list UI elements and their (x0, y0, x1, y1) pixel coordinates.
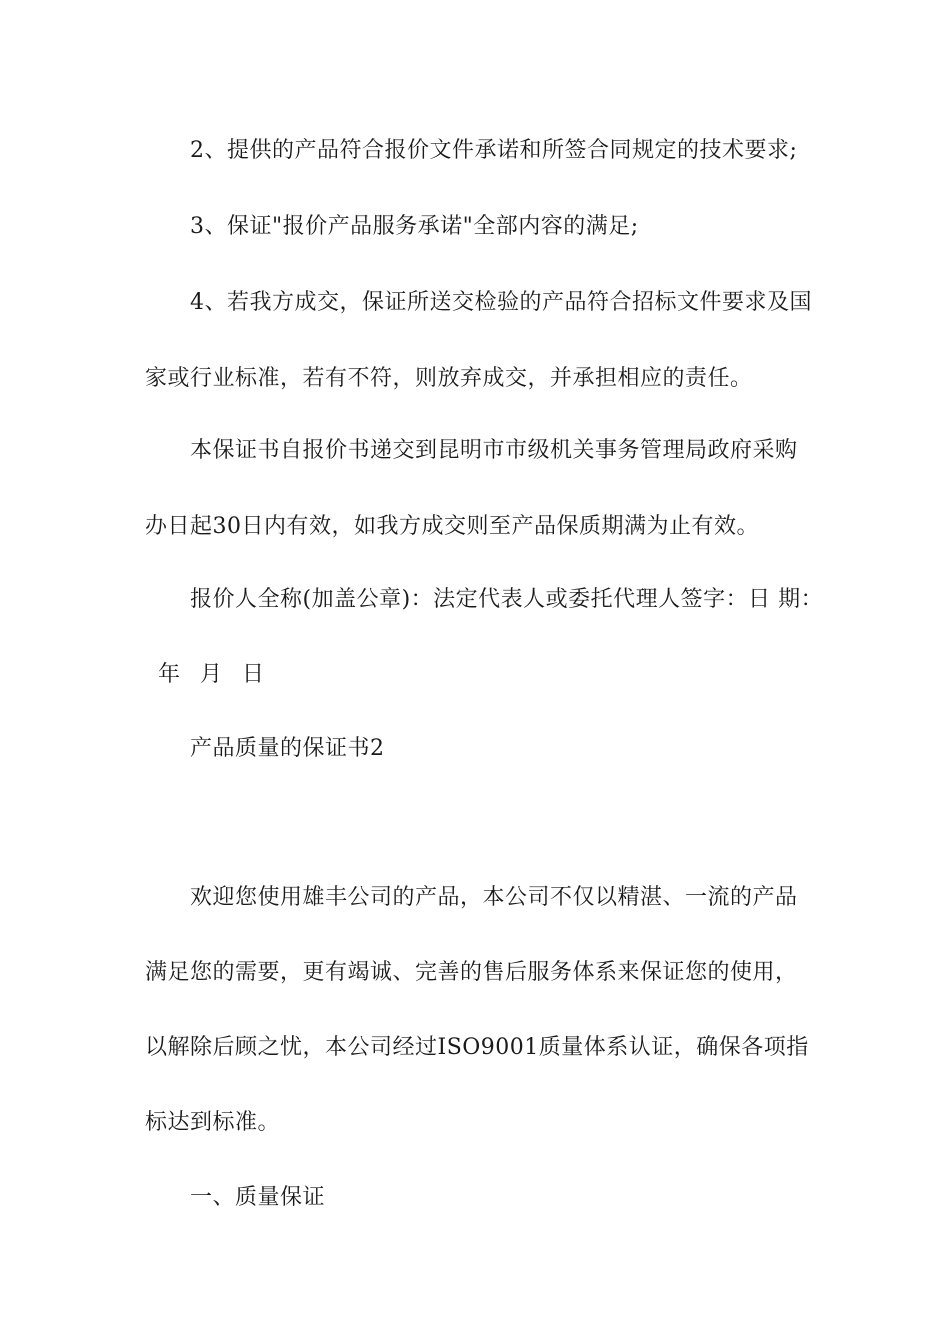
validity-line-1: 本保证书自报价书递交到昆明市市级机关事务管理局政府采购 (190, 438, 798, 463)
validity-line-2: 办日起30日内有效，如我方成交则至产品保质期满为止有效。 (145, 514, 759, 539)
clause-4-line-1: 4、若我方成交，保证所送交检验的产品符合招标文件要求及国 (190, 290, 812, 315)
clause-3: 3、保证"报价产品服务承诺"全部内容的满足; (190, 214, 639, 239)
clause-2: 2、提供的产品符合报价文件承诺和所签合同规定的技术要求; (190, 138, 798, 163)
intro-line-1: 欢迎您使用雄丰公司的产品，本公司不仅以精湛、一流的产品 (190, 885, 798, 910)
intro-line-4: 标达到标准。 (145, 1110, 281, 1135)
intro-line-2: 满足您的需要，更有竭诚、完善的售后服务体系来保证您的使用， (145, 960, 798, 985)
clause-4-line-2: 家或行业标准，若有不符，则放弃成交，并承担相应的责任。 (145, 366, 753, 391)
signature-line: 报价人全称(加盖公章)：法定代表人或委托代理人签字：日 期： (190, 587, 824, 612)
section-title: 产品质量的保证书2 (190, 736, 385, 761)
intro-line-3: 以解除后顾之忧，本公司经过ISO9001质量体系认证，确保各项指 (145, 1035, 809, 1060)
quality-heading: 一、质量保证 (190, 1185, 326, 1210)
date-line: 年 月 日 (158, 662, 265, 687)
